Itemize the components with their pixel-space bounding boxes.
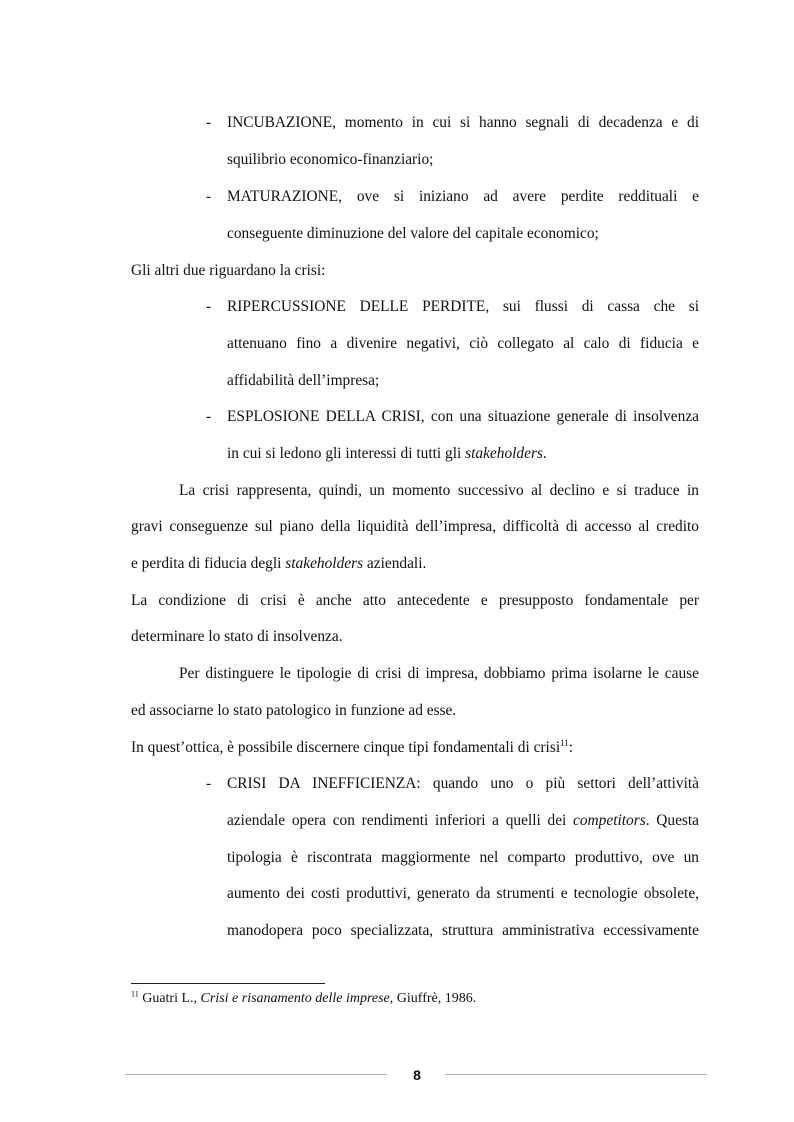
list-dash: - — [206, 114, 212, 131]
footnote-number: 11 — [131, 989, 139, 999]
list-dash: - — [206, 408, 212, 425]
footnote-separator — [131, 983, 325, 984]
paragraph-tipologie-line-1: Per distinguere le tipologie di crisi di impresa, dobbiamo prima isolarne le cause — [179, 665, 699, 682]
text-run: Giuffrè, 1986. — [393, 991, 477, 1006]
text-run: aziendali. — [363, 555, 427, 572]
text-run: Guatri L., — [138, 991, 201, 1006]
italic-term: stakeholders — [465, 445, 543, 462]
paragraph-condizione-line-1: La condizione di crisi è anche atto antecedente e presupposto fondamentale per — [131, 592, 699, 609]
list-item-inefficienza-line-4: aumento dei costi produttivi, generato da strumenti e tecnologie obsolete, — [227, 885, 699, 902]
list-item-inefficienza-line-5: manodopera poco specializzata, struttura amministrativa eccessivamente — [227, 922, 699, 939]
paragraph-crisi-line-3 — [131, 554, 699, 574]
list-item-esplosione-line-1: ESPLOSIONE DELLA CRISI, con una situazione generale di insolvenza — [227, 408, 699, 425]
paragraph-tipologie-line-2: ed associarne lo stato patologico in funzione ad esse. — [131, 702, 457, 719]
footnote — [131, 990, 476, 1008]
intro-paragraph: Gli altri due riguardano la crisi: — [131, 262, 326, 279]
italic-term: stakeholders — [285, 555, 364, 572]
text-run: in cui si ledono gli interessi di tutti gli — [227, 445, 466, 462]
footer-rule-right — [445, 1074, 707, 1075]
list-item-incubazione-line-2: squilibrio economico-finanziario; — [227, 151, 434, 168]
text-run: : — [568, 739, 574, 756]
text-run: In quest’ottica, è possibile discernere cinque tipi fondamentali di crisi — [131, 739, 561, 756]
list-dash: - — [206, 775, 212, 792]
text-run: aziendale opera con rendimenti inferiori a quelli dei — [227, 812, 574, 829]
text-run: . — [542, 445, 547, 462]
list-item-ripercussione-line-3: affidabilità dell’impresa; — [227, 372, 380, 389]
list-item-inefficienza-line-1: CRISI DA INEFFICIENZA: quando uno o più settori dell’attività — [227, 775, 699, 792]
list-dash: - — [206, 188, 212, 205]
list-item-esplosione-line-2 — [227, 444, 699, 464]
list-item-ripercussione-line-1: RIPERCUSSIONE DELLE PERDITE, sui flussi di cassa che si — [227, 298, 699, 315]
list-dash: - — [206, 298, 212, 315]
list-item-inefficienza-line-3: tipologia è riscontrata maggiormente nel comparto produttivo, ove un — [227, 849, 699, 866]
italic-title: Crisi e risanamento delle imprese, — [200, 991, 394, 1006]
list-item-inefficienza-line-2 — [227, 811, 699, 831]
text-run: e perdita di fiducia degli — [131, 555, 286, 572]
list-item-incubazione-line-1: INCUBAZIONE, momento in cui si hanno segnali di decadenza e di — [227, 114, 699, 131]
paragraph-cinque-tipi — [131, 738, 699, 758]
footer-rule-left — [125, 1074, 387, 1075]
list-item-maturazione-line-1: MATURAZIONE, ove si iniziano ad avere perdite reddituali e — [227, 188, 699, 205]
list-item-ripercussione-line-2: attenuano fino a divenire negativi, ciò collegato al calo di fiducia e — [227, 335, 699, 352]
paragraph-crisi-line-1: La crisi rappresenta, quindi, un momento successivo al declino e si traduce in — [179, 482, 699, 499]
text-run: . Questa — [645, 812, 700, 829]
page-number: 8 — [413, 1067, 421, 1083]
paragraph-crisi-line-2: gravi conseguenze sul piano della liquidità dell’impresa, difficoltà di accesso al credito — [131, 518, 699, 535]
italic-term: competitors — [573, 812, 646, 829]
paragraph-condizione-line-2: determinare lo stato di insolvenza. — [131, 628, 343, 645]
footnote-reference: 11 — [560, 737, 569, 748]
list-item-maturazione-line-2: conseguente diminuzione del valore del capitale economico; — [227, 225, 599, 242]
